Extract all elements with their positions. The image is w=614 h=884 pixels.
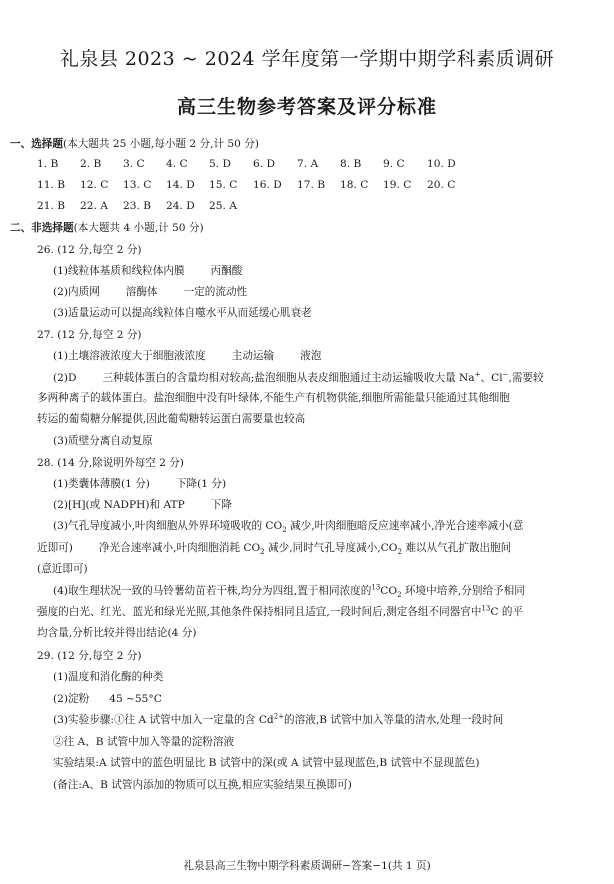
q28-answer: (2)[H](或 NADPH)和 ATP [53,499,185,511]
q27-line5: (3)质壁分离自动复原 [53,435,153,447]
q26-answer: (1)线粒体基质和线粒体内膜 [53,265,185,277]
answer-item: 19. C [383,179,412,191]
answer-item: 3. C [123,158,145,170]
q28-text: CO [380,585,398,597]
section2-header [10,221,204,235]
q28-text: (3)气孔导度减小,叶肉细胞从外界环境吸收的 CO [53,520,283,532]
q28-text: 减少,同时气孔导度减小,CO [264,542,398,554]
q27-head: 27. (12 分,每空 2 分) [37,329,142,341]
q28-text: 难以从气孔扩散出胞间 [401,542,512,554]
q26-answer: (2)内质网 [53,286,100,298]
answer-item: 17. B [297,179,325,191]
answer-item: 13. C [123,179,152,191]
q29-line3 [53,713,503,727]
answer-item: 24. D [166,200,195,212]
q28-answer: (1)类囊体薄膜(1 分) [53,478,150,490]
q28-answer: 下降(1 分) [175,478,227,490]
q26-answer: 一定的流动性 [183,286,248,298]
document-title: 礼泉县 2023 ~ 2024 学年度第一学期中期学科素质调研 [59,48,555,70]
section2-note: (本大题共 4 小题,计 50 分) [73,222,204,234]
q28-line7 [37,605,523,619]
q28-text: 环境中培养,分别给予相同 [401,585,525,597]
answer-item: 22. A [80,200,108,212]
q28-line8: 均含量,分析比较并得出结论(4 分) [37,627,197,639]
q27-answer: 液泡 [300,350,322,362]
answer-item: 12. C [80,179,109,191]
q29-answer: (2)淀粉 [53,693,90,705]
page-footer: 礼泉县高三生物中期学科素质调研−答案−1(共 1 页) [183,860,431,872]
subscript: 2 [260,548,265,557]
subscript: 2 [397,591,402,600]
q29-line5: 实验结果:A 试管中的蓝色明显比 B 试管中的深(或 A 试管中显现蓝色,B 试管中不显现蓝色) [53,757,480,769]
answer-item: 25. A [209,200,237,212]
superscript: 13 [371,583,381,592]
q28-line6 [53,584,525,598]
q28-line1 [53,477,226,491]
q26-answer: 溶酶体 [125,286,158,298]
answer-item: 9. C [383,158,405,170]
answer-item: 1. B [37,158,59,170]
answer-item: 23. B [123,200,151,212]
superscript: − [502,370,509,379]
subscript: 2 [282,526,287,535]
answer-item: 18. C [340,179,369,191]
q29-line2 [53,692,162,706]
section1-note: (本大题共 25 小题,每小题 2 分,计 50 分) [62,138,259,150]
superscript: 13 [481,604,491,613]
q28-line2 [53,498,232,512]
q28-text: 强度的白光、红光、蓝光和绿光光照,其他条件保持相同且适宜,一段时间后,测定各组不同器官中 [37,606,482,618]
q28-line3 [53,519,523,533]
document-subtitle: 高三生物参考答案及评分标准 [176,96,437,118]
q26-line1 [53,264,242,278]
q29-head: 29. (12 分,每空 2 分) [37,650,142,662]
q27-line1 [53,349,321,363]
q28-line5: (意近即可) [37,563,88,575]
answer-item: 16. D [253,179,282,191]
subscript: 2 [397,548,402,557]
answer-item: 5. D [209,158,231,170]
q28-head: 28. (14 分,除说明外每空 2 分) [37,457,184,469]
q26-answer: 丙酮酸 [210,265,243,277]
answer-item: 4. C [166,158,188,170]
answer-item: 20. C [427,179,456,191]
answer-item: 14. D [166,179,195,191]
q28-text: (4)取生理状况一致的马铃薯幼苗若干株,均分为四组,置于相同浓度的 [53,585,372,597]
answer-item: 11. B [37,179,65,191]
q27-line3: 多两种离子的载体蛋白。盐泡细胞中没有叶绿体,不能生产有机物供能,细胞所需能量只能通过其他细胞 [37,392,510,404]
q28-text: 近即可) [37,542,73,554]
q27-answer: (2)D [53,372,77,384]
q28-text: C 的平 [490,606,524,618]
q28-answer: 下降 [210,499,232,511]
q27-line2 [53,371,544,385]
q26-head: 26. (12 分,每空 2 分) [37,244,142,256]
q29-line6: (备注:A、B 试管内添加的物质可以互换,相应实验结果互换即可) [53,779,352,791]
q29-line4: ②往 A、B 试管中加入等量的淀粉溶液 [53,736,235,748]
q29-line1: (1)温度和消化酶的种类 [53,671,164,683]
q29-text: 的溶液,B 试管中加入等量的清水,处理一段时间 [284,714,504,726]
q28-text: 净光合速率减小,叶肉细胞消耗 CO [98,542,261,554]
q27-line4: 转运的葡萄糖分解提供,因此葡萄糖转运蛋白需要量也较高 [37,413,306,425]
q27-text: 、Cl [480,372,503,384]
answer-item: 2. B [80,158,102,170]
q27-text: ,需要较 [508,372,544,384]
answer-item: 21. B [37,200,65,212]
q26-line3: (3)适量运动可以提高线粒体自噬水平从而延缓心肌衰老 [53,307,312,319]
answer-item: 8. B [340,158,362,170]
answer-item: 10. D [427,158,456,170]
q27-answer: (1)土壤溶液浓度大于细胞液浓度 [53,350,206,362]
answer-item: 7. A [297,158,319,170]
section2-heading: 二、非选择题 [10,222,74,234]
answer-item: 15. C [209,179,238,191]
q29-answer: 45 ~55°C [109,693,162,705]
q28-text: 减少,叶肉细胞暗反应速率减小,净光合速率减小(意 [286,520,524,532]
q27-answer: 主动运输 [231,350,275,362]
superscript: + [474,370,481,379]
section1-heading: 一、选择题 [10,138,63,150]
section1-header [10,137,259,151]
q27-text: 三种载体蛋白的含量均相对较高;盐泡细胞从表皮细胞通过主动运输吸收大量 Na [102,372,475,384]
q26-line2 [53,285,247,299]
q28-line4 [37,541,511,555]
answer-item: 6. D [253,158,275,170]
q29-text: (3)实验步骤:①往 A 试管中加入一定量的含 Cd [53,714,274,726]
superscript: 2+ [273,712,285,721]
